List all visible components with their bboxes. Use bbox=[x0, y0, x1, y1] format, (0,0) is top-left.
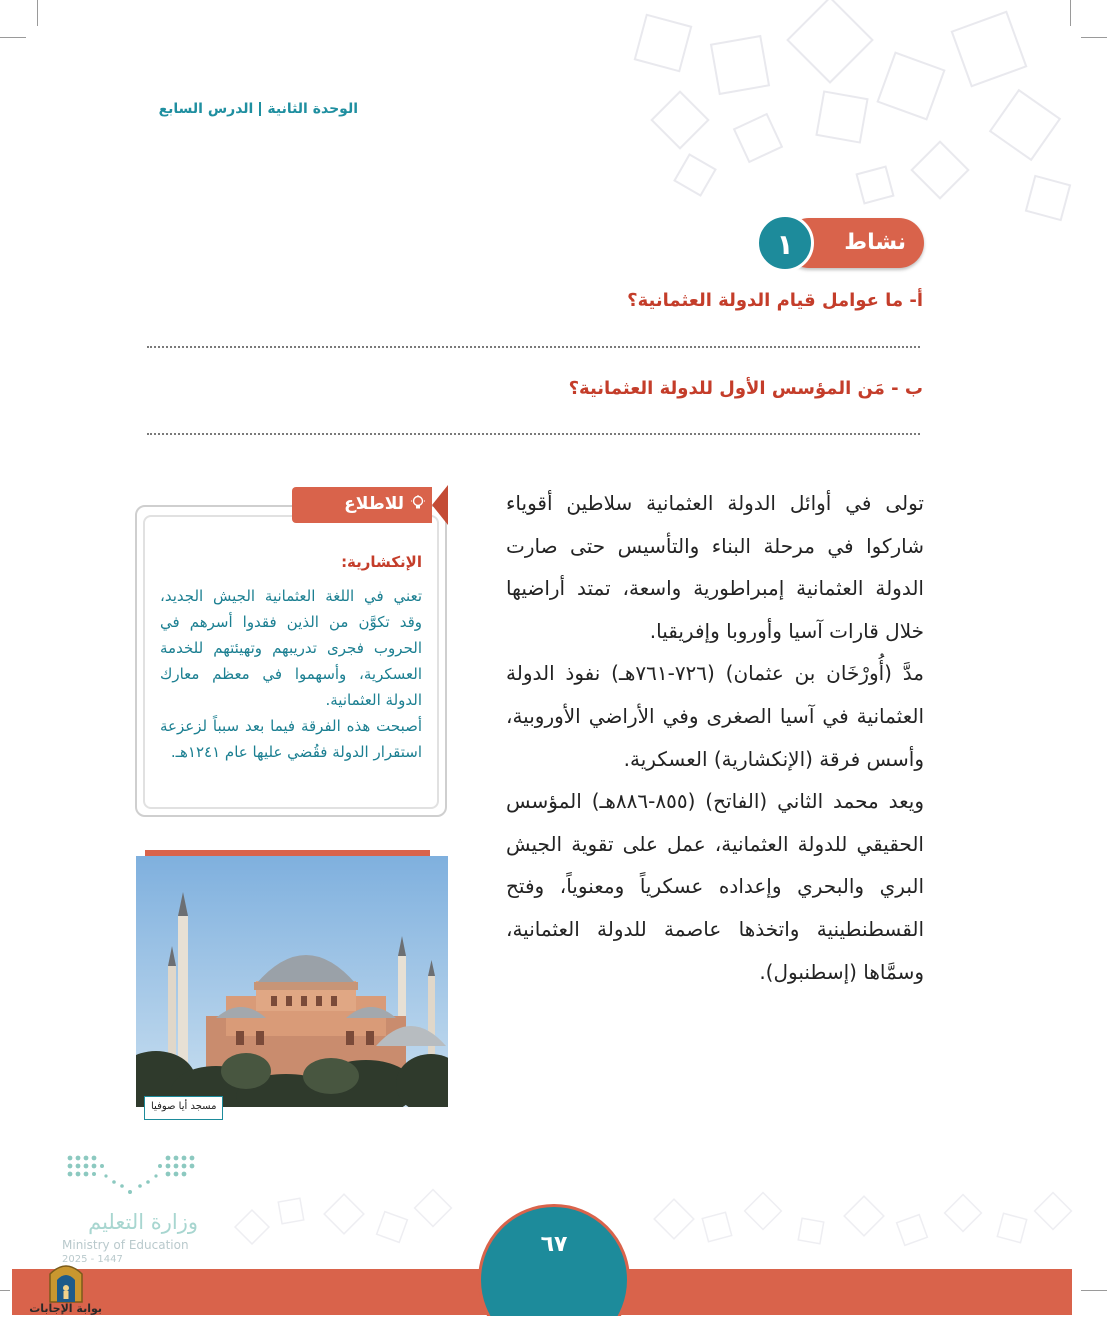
info-tag bbox=[292, 485, 448, 525]
ministry-logo bbox=[62, 1152, 202, 1272]
answers-portal-logo bbox=[30, 1258, 102, 1320]
page-number: ٦٧ bbox=[540, 1232, 568, 1257]
answer-line-b[interactable] bbox=[147, 433, 920, 435]
lightbulb-icon bbox=[410, 495, 426, 511]
activity-label: نشاط bbox=[844, 230, 906, 255]
mosque-illustration bbox=[136, 856, 448, 1107]
header-separator bbox=[259, 102, 261, 116]
edition-year: 2025 - 1447 bbox=[62, 1254, 123, 1265]
page-number-badge bbox=[478, 1204, 630, 1316]
crop-mark bbox=[0, 37, 26, 38]
info-box-text bbox=[160, 583, 422, 765]
info-paragraph: أصبحت هذه الفرقة فيما بعد سبباً لزعزعة استقرار الدولة فقُضي عليها عام ١٢٤١هـ. bbox=[160, 717, 422, 761]
hagia-sophia-photo bbox=[136, 856, 448, 1107]
ministry-name-en: Ministry of Education bbox=[62, 1238, 189, 1252]
lesson-body bbox=[506, 482, 924, 993]
activity-badge bbox=[756, 214, 924, 272]
body-paragraph: تولى في أوائل الدولة العثمانية سلاطين أقوياء شاركوا في مرحلة البناء والتأسيس حتى صارت الدولة العثمانية إمبراطورية واسعة، تمتد أراضيها خلال قارات آسيا وأوروبا وإفريقيا. bbox=[506, 491, 924, 643]
unit-label: الوحدة الثانية bbox=[267, 101, 358, 117]
question-a: أ- ما عوامل قيام الدولة العثمانية؟ bbox=[627, 290, 923, 311]
crop-mark bbox=[1070, 0, 1071, 26]
question-b: ب - مَن المؤسس الأول للدولة العثمانية؟ bbox=[568, 378, 923, 399]
portal-name: بوابة الإجابات bbox=[29, 1302, 102, 1315]
body-paragraph: ويعد محمد الثاني (الفاتح) (٨٥٥-٨٨٦هـ) المؤسس الحقيقي للدولة العثمانية، عمل على تقوية الجيش البري والبحري وإعداده عسكرياً ومعنوياً، وفتح القسطنطينية واتخذها عاصمة للدولة العثمانية، وسمَّاها (إسطنبول). bbox=[506, 789, 924, 984]
unit-lesson-header bbox=[118, 101, 358, 117]
answer-line-a[interactable] bbox=[147, 346, 920, 348]
photo-caption: مسجد أيا صوفيا bbox=[144, 1096, 223, 1120]
portal-gate-icon bbox=[30, 1258, 102, 1304]
info-paragraph: تعني في اللغة العثمانية الجيش الجديد، وقد تكوَّن من الذين فقدوا أسرهم في الحروب فجرى تدريبهم وتهيئتهم للخدمة العسكرية، وأسهموا في معظم معارك الدولة العثمانية. bbox=[160, 587, 422, 709]
ministry-dots-icon bbox=[62, 1152, 202, 1208]
lesson-label: الدرس السابع bbox=[158, 101, 254, 117]
activity-number: ١ bbox=[756, 214, 814, 272]
page-number-circle bbox=[478, 1204, 630, 1316]
body-paragraph: مدَّ (أُورْخَان بن عثمان) (٧٢٦-٧٦١هـ) نفوذ الدولة العثمانية في آسيا الصغرى وفي الأراضي الأوروبية، وأسس فرقة (الإنكشارية) العسكرية. bbox=[506, 661, 924, 771]
info-tag-chevron bbox=[432, 485, 448, 525]
info-box-title: الإنكشارية: bbox=[341, 553, 422, 571]
info-tag-label bbox=[344, 494, 426, 514]
crop-mark bbox=[0, 1290, 10, 1291]
crop-mark bbox=[1081, 1290, 1107, 1291]
crop-mark bbox=[37, 0, 38, 26]
ministry-name-ar: وزارة التعليم bbox=[88, 1210, 198, 1234]
info-tag-text: للاطلاع bbox=[344, 494, 404, 514]
crop-mark bbox=[1081, 37, 1107, 38]
